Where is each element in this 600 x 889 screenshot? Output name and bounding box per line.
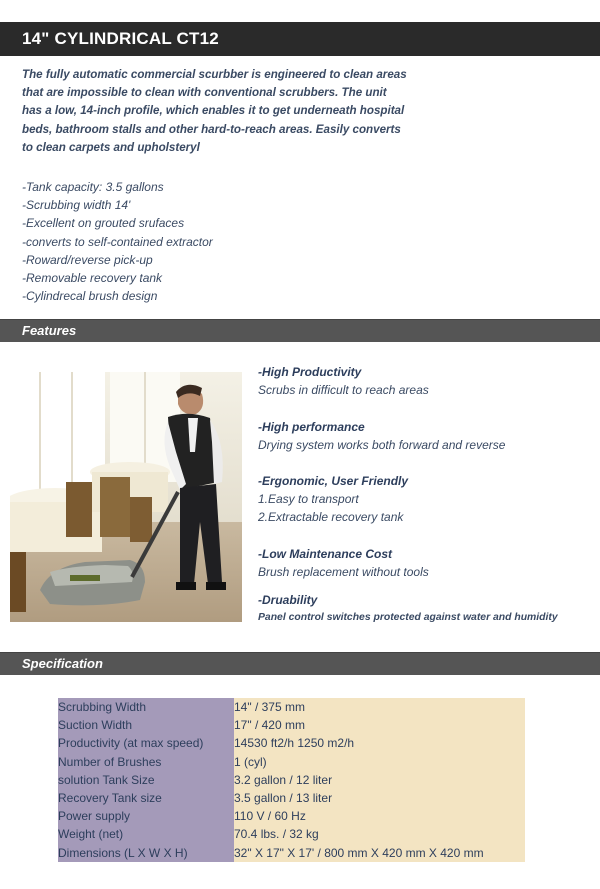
spec-value: 17" / 420 mm [234, 716, 525, 734]
page-title: 14" CYLINDRICAL CT12 [22, 29, 219, 48]
spec-label: Productivity (at max speed) [58, 734, 234, 752]
spec-value: 32" X 17" X 17' / 800 mm X 420 mm X 420 mm [234, 844, 525, 862]
table-row [58, 698, 525, 716]
spec-value: 1 (cyl) [234, 753, 525, 771]
feature-item [258, 419, 593, 454]
specification-heading: Specification [22, 656, 103, 671]
list-item: -Tank capacity: 3.5 gallons [22, 180, 164, 194]
feature-description: Panel control switches protected against water and humidity [258, 612, 558, 623]
list-item: -Cylindrecal brush design [22, 289, 158, 304]
spec-label: Power supply [58, 807, 234, 825]
title-bar [0, 22, 600, 56]
list-item: -Excellent on grouted srufaces [22, 216, 185, 231]
table-row [58, 771, 525, 789]
feature-heading: -Low Maintenance Cost [258, 547, 393, 561]
table-row [58, 844, 525, 862]
feature-heading: -Ergonomic, User Friendly [258, 474, 409, 488]
spec-label: Number of Brushes [58, 753, 234, 771]
feature-heading: -Druability [258, 593, 318, 607]
feature-description: Drying system works both forward and reverse [258, 438, 506, 452]
feature-heading: -High Productivity [258, 365, 362, 379]
spec-label: Weight (net) [58, 825, 234, 843]
feature-description: Brush replacement without tools [258, 565, 429, 579]
features-section-bar [0, 319, 600, 342]
spec-value: 3.2 gallon / 12 liter [234, 771, 525, 789]
specification-table [58, 698, 525, 862]
table-row [58, 789, 525, 807]
spec-value: 70.4 lbs. / 32 kg [234, 825, 525, 843]
intro-text: The fully automatic commercial scurbber is engineered to clean areas that are impossible to clean with conventional scrubbers. The unit has a low, 14-inch profile, which enables it to get underneath hospital beds, bathroom stalls and other hard-to-reach areas. Easily converts to clean carpets and upholsteryl [22, 68, 407, 154]
table-row [58, 716, 525, 734]
spec-value: 110 V / 60 Hz [234, 807, 525, 825]
spec-label: Recovery Tank size [58, 789, 234, 807]
list-item: -converts to self-contained extractor [22, 234, 213, 249]
feature-description: 1.Easy to transport [258, 492, 359, 506]
list-item: -Roward/reverse pick-up [22, 252, 153, 267]
spec-label: Dimensions (L X W X H) [58, 844, 234, 862]
table-row [58, 807, 525, 825]
table-row [58, 734, 525, 752]
spec-value: 14" / 375 mm [234, 698, 525, 716]
feature-heading: -High performance [258, 420, 365, 434]
spec-label: Scrubbing Width [58, 698, 234, 716]
feature-description: Scrubs in difficult to reach areas [258, 383, 429, 397]
feature-description: 2.Extractable recovery tank [258, 510, 404, 524]
table-row [58, 753, 525, 771]
list-item: -Removable recovery tank [22, 271, 163, 286]
table-row [58, 825, 525, 843]
spec-label: solution Tank Size [58, 771, 234, 789]
spec-label: Suction Width [58, 716, 234, 734]
feature-item [258, 473, 593, 526]
specification-section-bar [0, 652, 600, 675]
spec-value: 14530 ft2/h 1250 m2/h [234, 734, 525, 752]
product-photo [10, 372, 242, 622]
feature-bullet-list [22, 178, 213, 305]
list-item: -Scrubbing width 14' [22, 198, 131, 213]
spec-value: 3.5 gallon / 13 liter [234, 789, 525, 807]
features-heading: Features [22, 323, 77, 338]
feature-item [258, 364, 593, 399]
feature-item [258, 546, 593, 581]
feature-item [258, 592, 593, 627]
